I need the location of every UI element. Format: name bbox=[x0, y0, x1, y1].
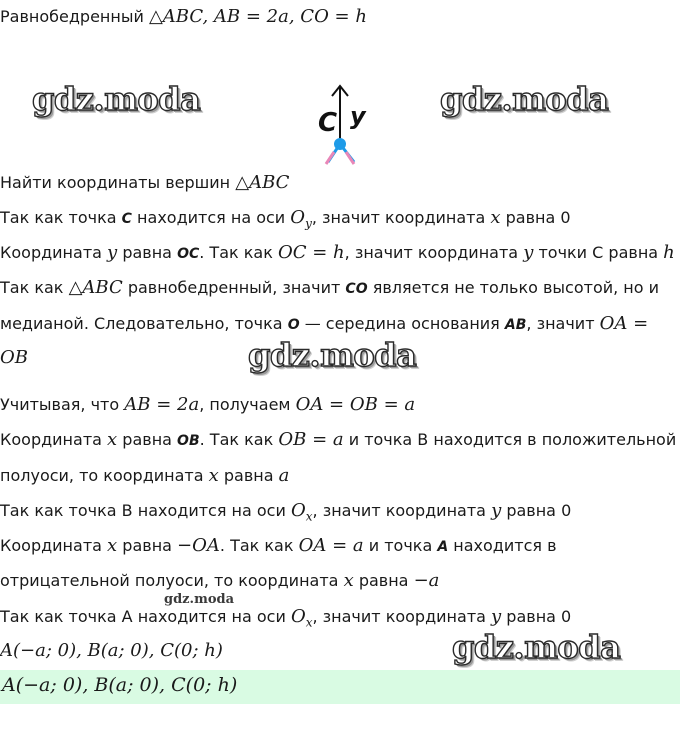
formula: y bbox=[107, 242, 118, 263]
formula: x bbox=[107, 429, 118, 450]
formula: △ABC bbox=[68, 277, 123, 298]
formula: OA = a bbox=[298, 535, 364, 556]
formula: $O_y$ bbox=[290, 207, 312, 231]
text: , значит координата bbox=[312, 501, 486, 520]
formula: x bbox=[343, 570, 354, 591]
formula: △ABC bbox=[235, 172, 290, 193]
text: равна bbox=[358, 571, 409, 590]
text: полуоси, то координата bbox=[0, 466, 204, 485]
text: равна bbox=[122, 536, 172, 555]
text: и точка bbox=[368, 536, 433, 555]
text: . Так как bbox=[199, 430, 274, 449]
formula: A(−a; 0), B(a; 0), C(0; h) bbox=[0, 640, 223, 661]
formula: △ABC, AB = 2a, CO = h bbox=[148, 6, 367, 27]
text: Координата bbox=[0, 536, 102, 555]
formula: y bbox=[491, 606, 502, 627]
watermark: gdz.moda bbox=[32, 80, 201, 118]
text: Так как точка А находится на оси bbox=[0, 607, 286, 626]
solution-line-9 bbox=[0, 429, 680, 452]
text: является не только высотой, но и bbox=[372, 278, 660, 297]
watermark: gdz.moda bbox=[440, 80, 609, 118]
formula: y bbox=[491, 500, 502, 521]
text: равна 0 bbox=[506, 607, 572, 626]
text: находится на оси bbox=[137, 208, 286, 227]
text: Учитывая, что bbox=[0, 395, 120, 414]
solution-line-12 bbox=[0, 535, 680, 558]
text-bold: O bbox=[287, 317, 300, 333]
text-bold: A bbox=[437, 539, 449, 555]
solution-line-4 bbox=[0, 242, 680, 265]
text: Координата bbox=[0, 430, 102, 449]
answer-box bbox=[0, 670, 680, 704]
axis-logo bbox=[320, 82, 380, 168]
text-bold: OB bbox=[177, 433, 200, 449]
watermark: gdz.moda bbox=[452, 628, 621, 666]
solution-line-8 bbox=[0, 394, 680, 416]
formula: OA = OB = a bbox=[295, 394, 416, 415]
text: равна 0 bbox=[505, 208, 571, 227]
answer-formula: A(−a; 0), B(a; 0), C(0; h) bbox=[2, 674, 238, 696]
formula: AB = 2a bbox=[124, 394, 200, 415]
formula: OA = bbox=[599, 313, 649, 334]
task-line bbox=[0, 172, 680, 194]
text: , значит координата bbox=[344, 243, 519, 262]
formula: y bbox=[523, 242, 534, 263]
formula: $O_x$ bbox=[290, 500, 313, 524]
text: и точка В находится в положительной bbox=[348, 430, 677, 449]
text: . Так как bbox=[219, 536, 294, 555]
formula: OB = a bbox=[278, 429, 344, 450]
text-bold: OC bbox=[177, 246, 200, 262]
text: , значит координата bbox=[311, 208, 486, 227]
formula: a bbox=[278, 465, 290, 486]
text: равна bbox=[223, 466, 274, 485]
text: медианой. Следовательно, точка bbox=[0, 314, 283, 333]
problem-statement bbox=[0, 6, 680, 28]
formula: OC = h bbox=[277, 242, 345, 263]
text: равна bbox=[122, 243, 172, 262]
text: Найти координаты вершин bbox=[0, 173, 231, 192]
text: . Так как bbox=[199, 243, 273, 262]
text: точки С равна bbox=[538, 243, 659, 262]
text-bold: AB bbox=[504, 317, 527, 333]
text-bold: C bbox=[121, 211, 132, 227]
text: равна 0 bbox=[506, 501, 572, 520]
watermark: gdz.moda bbox=[248, 336, 417, 374]
solution-line-3 bbox=[0, 207, 680, 235]
text-bold: CO bbox=[345, 281, 368, 297]
text: , получаем bbox=[199, 395, 291, 414]
formula: x bbox=[490, 207, 501, 228]
formula: x bbox=[208, 465, 219, 486]
logo-letter-c: C bbox=[318, 108, 338, 138]
solution-line-13 bbox=[0, 570, 680, 592]
solution-line-11 bbox=[0, 500, 680, 528]
solution-line-6 bbox=[0, 313, 680, 336]
text: находится в bbox=[453, 536, 557, 555]
solution-line-5 bbox=[0, 277, 680, 300]
text: Равнобедренный bbox=[0, 7, 144, 26]
formula: $O_x$ bbox=[290, 606, 313, 630]
text: отрицательной полуоси, то координата bbox=[0, 571, 339, 590]
formula: OB bbox=[0, 347, 28, 368]
formula: −OA bbox=[177, 535, 220, 556]
text: Так как точка bbox=[0, 208, 117, 227]
text: , значит bbox=[526, 314, 595, 333]
formula: x bbox=[107, 535, 118, 556]
text: равна bbox=[122, 430, 172, 449]
text: равнобедренный, значит bbox=[127, 278, 341, 297]
solution-line-10 bbox=[0, 465, 680, 487]
logo-letter-y: y bbox=[350, 102, 366, 130]
formula: −a bbox=[413, 570, 440, 591]
text: — середина основания bbox=[304, 314, 500, 333]
text: Координата bbox=[0, 243, 102, 262]
watermark-small: gdz.moda bbox=[164, 592, 235, 607]
text: Так как bbox=[0, 278, 64, 297]
text: , значит координата bbox=[312, 607, 486, 626]
formula: h bbox=[663, 242, 675, 263]
text: Так как точка В находится на оси bbox=[0, 501, 286, 520]
